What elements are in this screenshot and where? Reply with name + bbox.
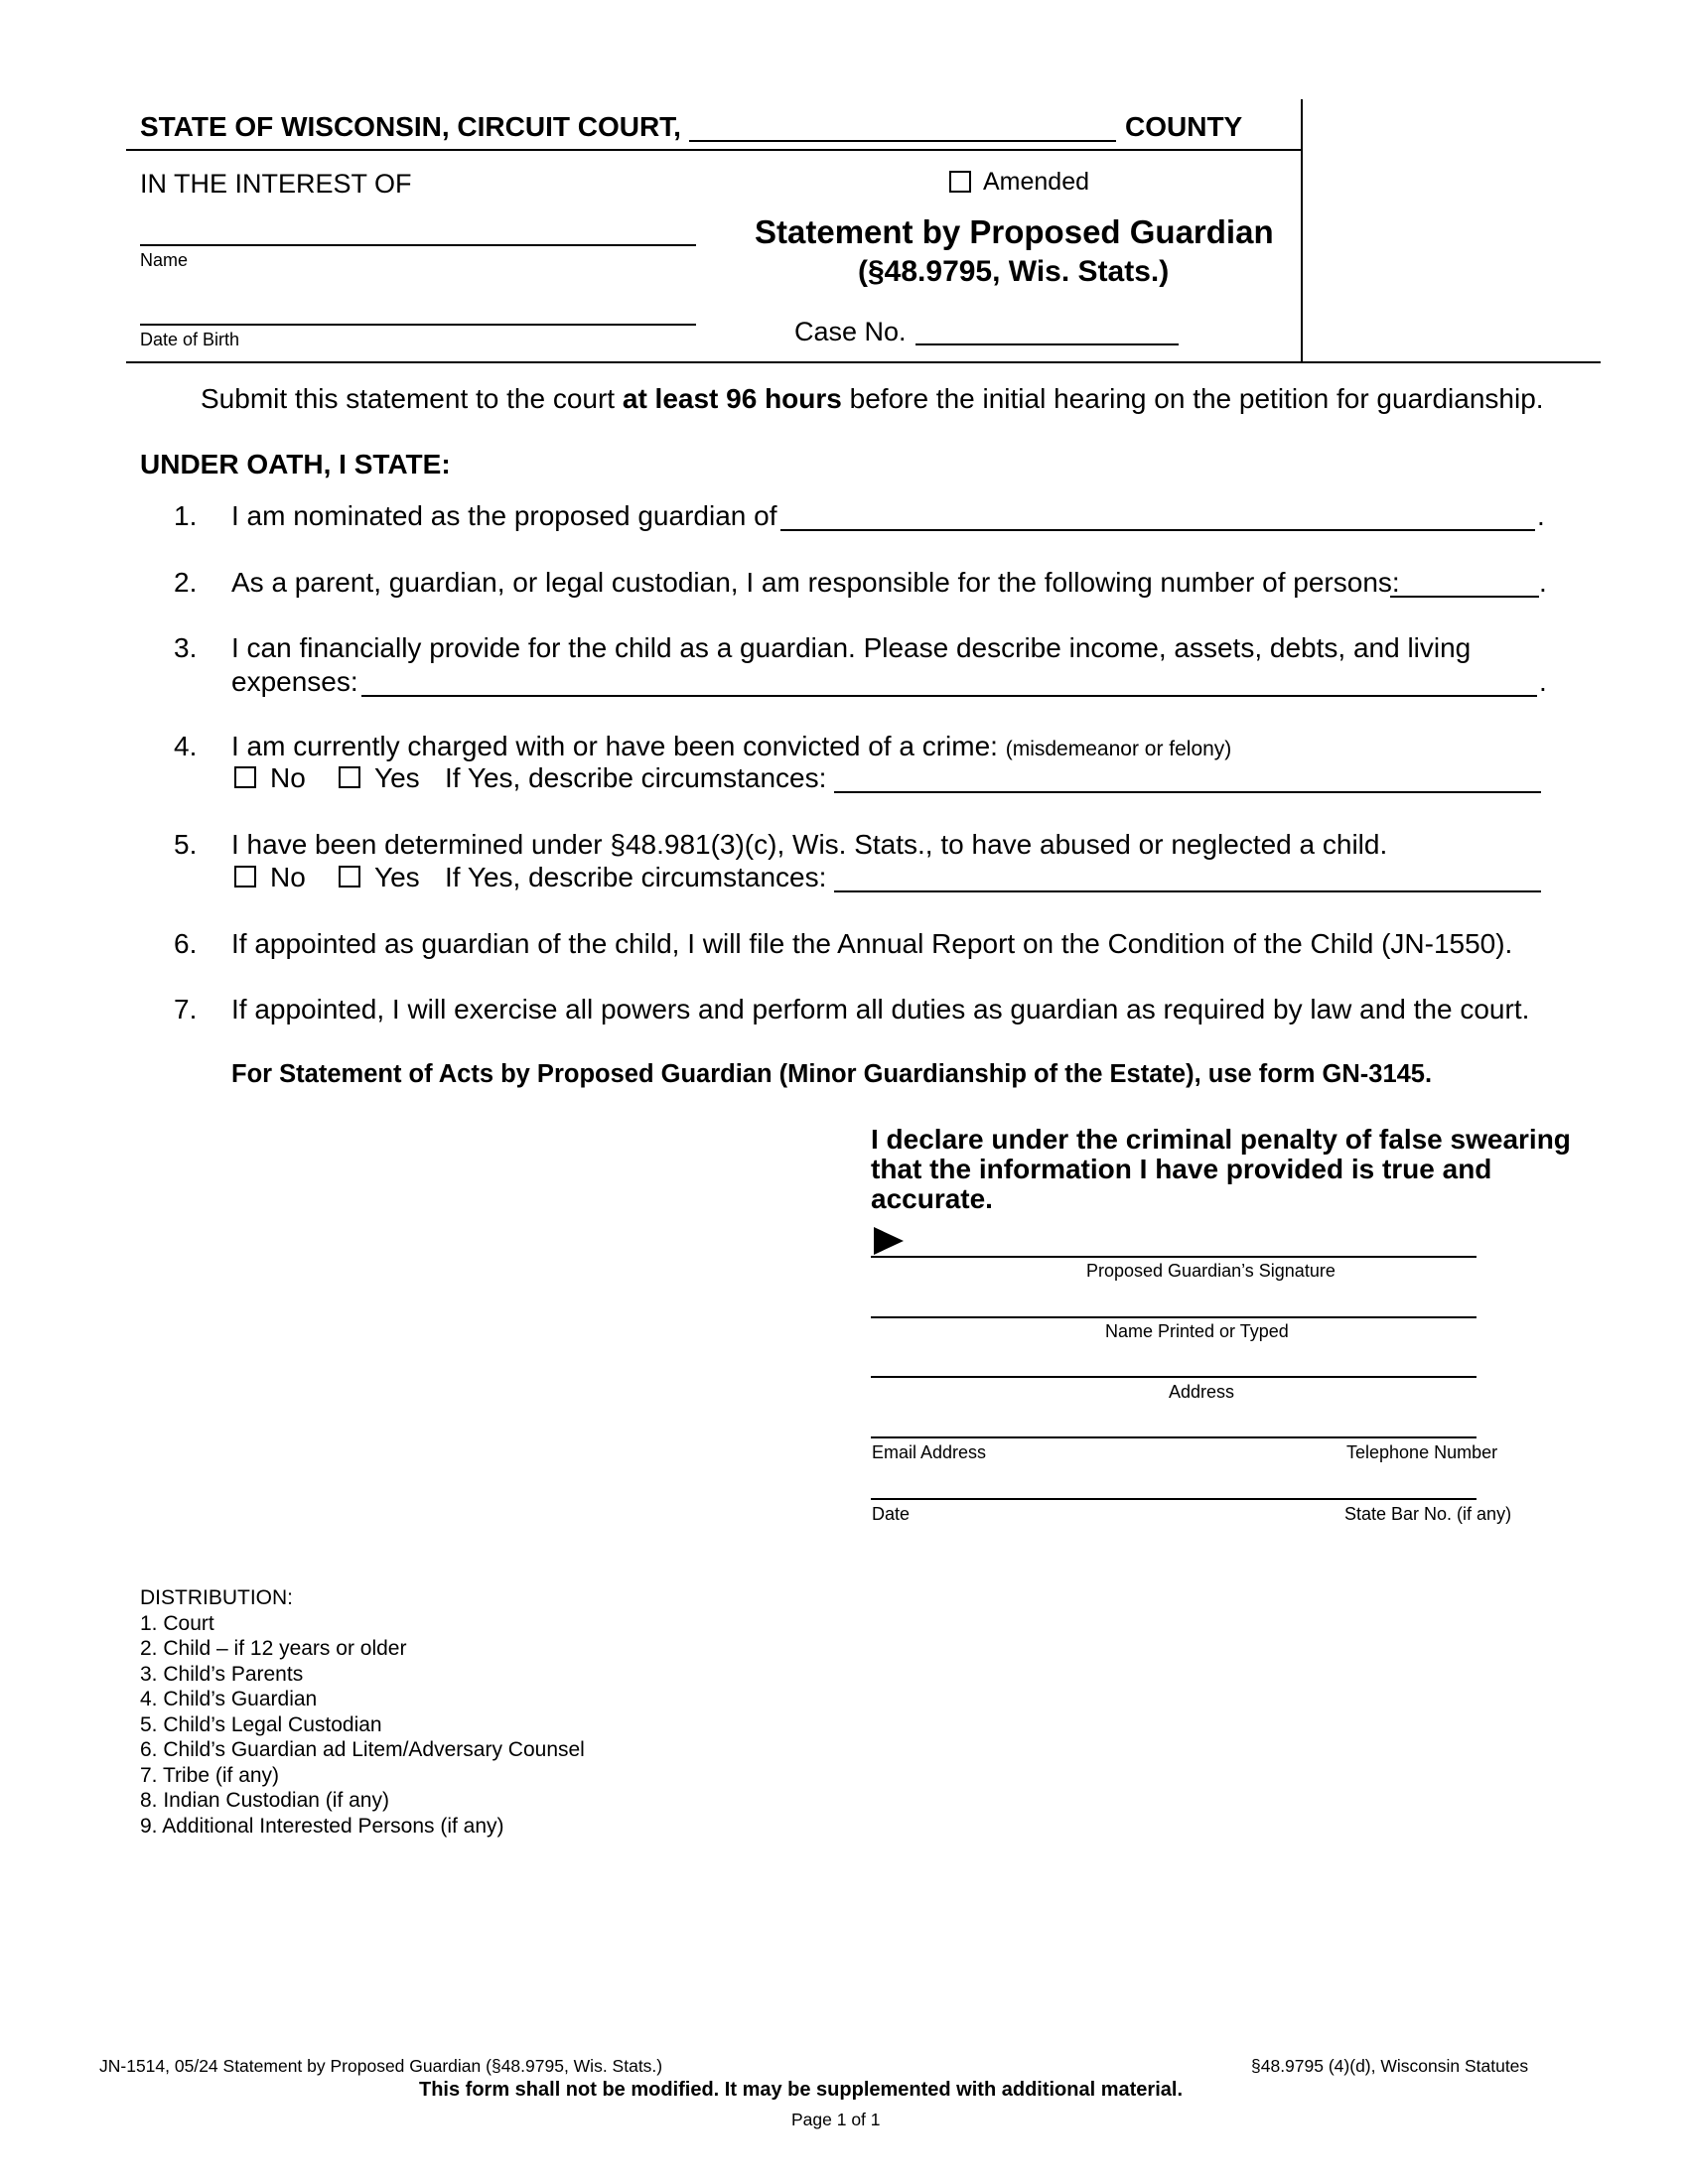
item-4-describe-label: If Yes, describe circumstances:	[445, 762, 827, 793]
form-statute: (§48.9795, Wis. Stats.)	[858, 255, 1170, 288]
oath-heading: UNDER OATH, I STATE:	[140, 449, 451, 479]
item-5-no-label: No	[270, 862, 306, 892]
dob-label: Date of Birth	[140, 330, 240, 349]
footer-notice: This form shall not be modified. It may be supplemented with additional material.	[419, 2079, 1183, 2101]
item-3-text-line1: I can financially provide for the child as a guardian. Please describe income, assets, debts, and living	[231, 632, 1472, 663]
printed-name-label: Name Printed or Typed	[1105, 1321, 1289, 1341]
email-telephone-field[interactable]	[871, 1436, 1477, 1438]
case-no-field[interactable]	[915, 343, 1179, 345]
item-3-period: .	[1539, 666, 1547, 697]
item-4-text	[231, 731, 1231, 762]
instructions	[201, 383, 1544, 415]
signature-label: Proposed Guardian’s Signature	[1086, 1261, 1336, 1281]
item-4-describe-field[interactable]	[834, 791, 1541, 793]
item-4-no-checkbox[interactable]	[234, 766, 256, 788]
footer-page-number: Page 1 of 1	[791, 2110, 881, 2129]
item-5-describe-label: If Yes, describe circumstances:	[445, 862, 827, 892]
distribution-item: 9. Additional Interested Persons (if any)	[140, 1814, 504, 1838]
amended-label: Amended	[983, 168, 1090, 196]
item-3-field[interactable]	[361, 695, 1537, 697]
county-field[interactable]	[689, 140, 1116, 142]
item-1-period: .	[1537, 500, 1545, 531]
bar-number-label: State Bar No. (if any)	[1344, 1504, 1512, 1524]
header-bottom-rule	[126, 361, 1601, 363]
item-5-yes-checkbox[interactable]	[339, 866, 360, 887]
date-label: Date	[872, 1504, 911, 1524]
item-6-number: 6.	[174, 928, 198, 959]
distribution-item: 5. Child’s Legal Custodian	[140, 1712, 382, 1736]
dob-field[interactable]	[140, 324, 696, 326]
item-4-number: 4.	[174, 731, 198, 761]
email-label: Email Address	[872, 1442, 987, 1462]
instructions-prefix: Submit this statement to the court	[201, 383, 623, 414]
item-4-yes-label: Yes	[374, 762, 420, 793]
distribution-list	[140, 1585, 585, 1839]
header-vertical-divider	[1301, 99, 1303, 362]
item-4-yes-checkbox[interactable]	[339, 766, 360, 788]
item-1-number: 1.	[174, 500, 198, 531]
address-field[interactable]	[871, 1376, 1477, 1378]
telephone-label: Telephone Number	[1346, 1442, 1498, 1462]
distribution-item: 4. Child’s Guardian	[140, 1688, 318, 1710]
acts-note: For Statement of Acts by Proposed Guardian (Minor Guardianship of the Estate), use form GN-3145.	[231, 1060, 1433, 1088]
declaration-line-3: accurate.	[871, 1183, 993, 1214]
date-bar-field[interactable]	[871, 1498, 1477, 1500]
name-label: Name	[140, 250, 189, 270]
item-1-field[interactable]	[780, 529, 1535, 531]
distribution-heading: DISTRIBUTION:	[140, 1586, 294, 1609]
county-label: COUNTY	[1125, 111, 1243, 142]
item-3-text-line2: expenses:	[231, 666, 358, 697]
item-1-text: I am nominated as the proposed guardian of	[231, 500, 777, 531]
case-no-label: Case No.	[794, 317, 907, 346]
item-2-text: As a parent, guardian, or legal custodian, I am responsible for the following number of persons:	[231, 567, 1400, 598]
declaration-line-1: I declare under the criminal penalty of false swearing	[871, 1124, 1571, 1155]
item-6-text: If appointed as guardian of the child, I will file the Annual Report on the Condition of the Child (JN-1550).	[231, 928, 1513, 959]
distribution-item: 8. Indian Custodian (if any)	[140, 1789, 389, 1812]
distribution-item: 3. Child’s Parents	[140, 1662, 304, 1686]
item-5-no-checkbox[interactable]	[234, 866, 256, 887]
address-label: Address	[1169, 1382, 1235, 1402]
footer-statute: §48.9795 (4)(d), Wisconsin Statutes	[1251, 2056, 1529, 2076]
item-4-no-label: No	[270, 762, 306, 793]
instructions-emphasis: at least 96 hours	[622, 383, 842, 414]
instructions-suffix: before the initial hearing on the petition for guardianship.	[841, 383, 1544, 414]
item-7-text: If appointed, I will exercise all powers and perform all duties as guardian as required by law and the court.	[231, 994, 1530, 1024]
name-field[interactable]	[140, 244, 696, 246]
signature-field[interactable]	[871, 1256, 1477, 1258]
distribution-item: 1. Court	[140, 1611, 214, 1635]
item-7-number: 7.	[174, 994, 198, 1024]
printed-name-field[interactable]	[871, 1316, 1477, 1318]
item-4-statement: I am currently charged with or have been convicted of a crime:	[231, 731, 998, 761]
item-5-text: I have been determined under §48.981(3)(c), Wis. Stats., to have abused or neglected a child.	[231, 829, 1388, 860]
interest-label: IN THE INTEREST OF	[140, 169, 412, 199]
court-heading: STATE OF WISCONSIN, CIRCUIT COURT,	[140, 111, 681, 142]
item-4-note: (misdemeanor or felony)	[1005, 738, 1232, 760]
item-2-period: .	[1539, 567, 1547, 598]
form-title: Statement by Proposed Guardian	[755, 213, 1274, 250]
distribution-item: 7. Tribe (if any)	[140, 1763, 280, 1787]
header-top-rule	[126, 149, 1303, 151]
distribution-item: 6. Child’s Guardian ad Litem/Adversary Counsel	[140, 1738, 585, 1761]
item-5-number: 5.	[174, 829, 198, 860]
item-3-number: 3.	[174, 632, 198, 663]
amended-checkbox[interactable]	[949, 171, 971, 193]
footer-form-id: JN-1514, 05/24 Statement by Proposed Guardian (§48.9795, Wis. Stats.)	[99, 2056, 663, 2076]
item-2-field[interactable]	[1390, 596, 1539, 598]
signature-arrow-icon	[874, 1227, 904, 1255]
item-5-describe-field[interactable]	[834, 890, 1541, 892]
declaration-line-2: that the information I have provided is true and	[871, 1154, 1492, 1184]
item-2-number: 2.	[174, 567, 198, 598]
distribution-item: 2. Child – if 12 years or older	[140, 1637, 407, 1660]
item-5-yes-label: Yes	[374, 862, 420, 892]
